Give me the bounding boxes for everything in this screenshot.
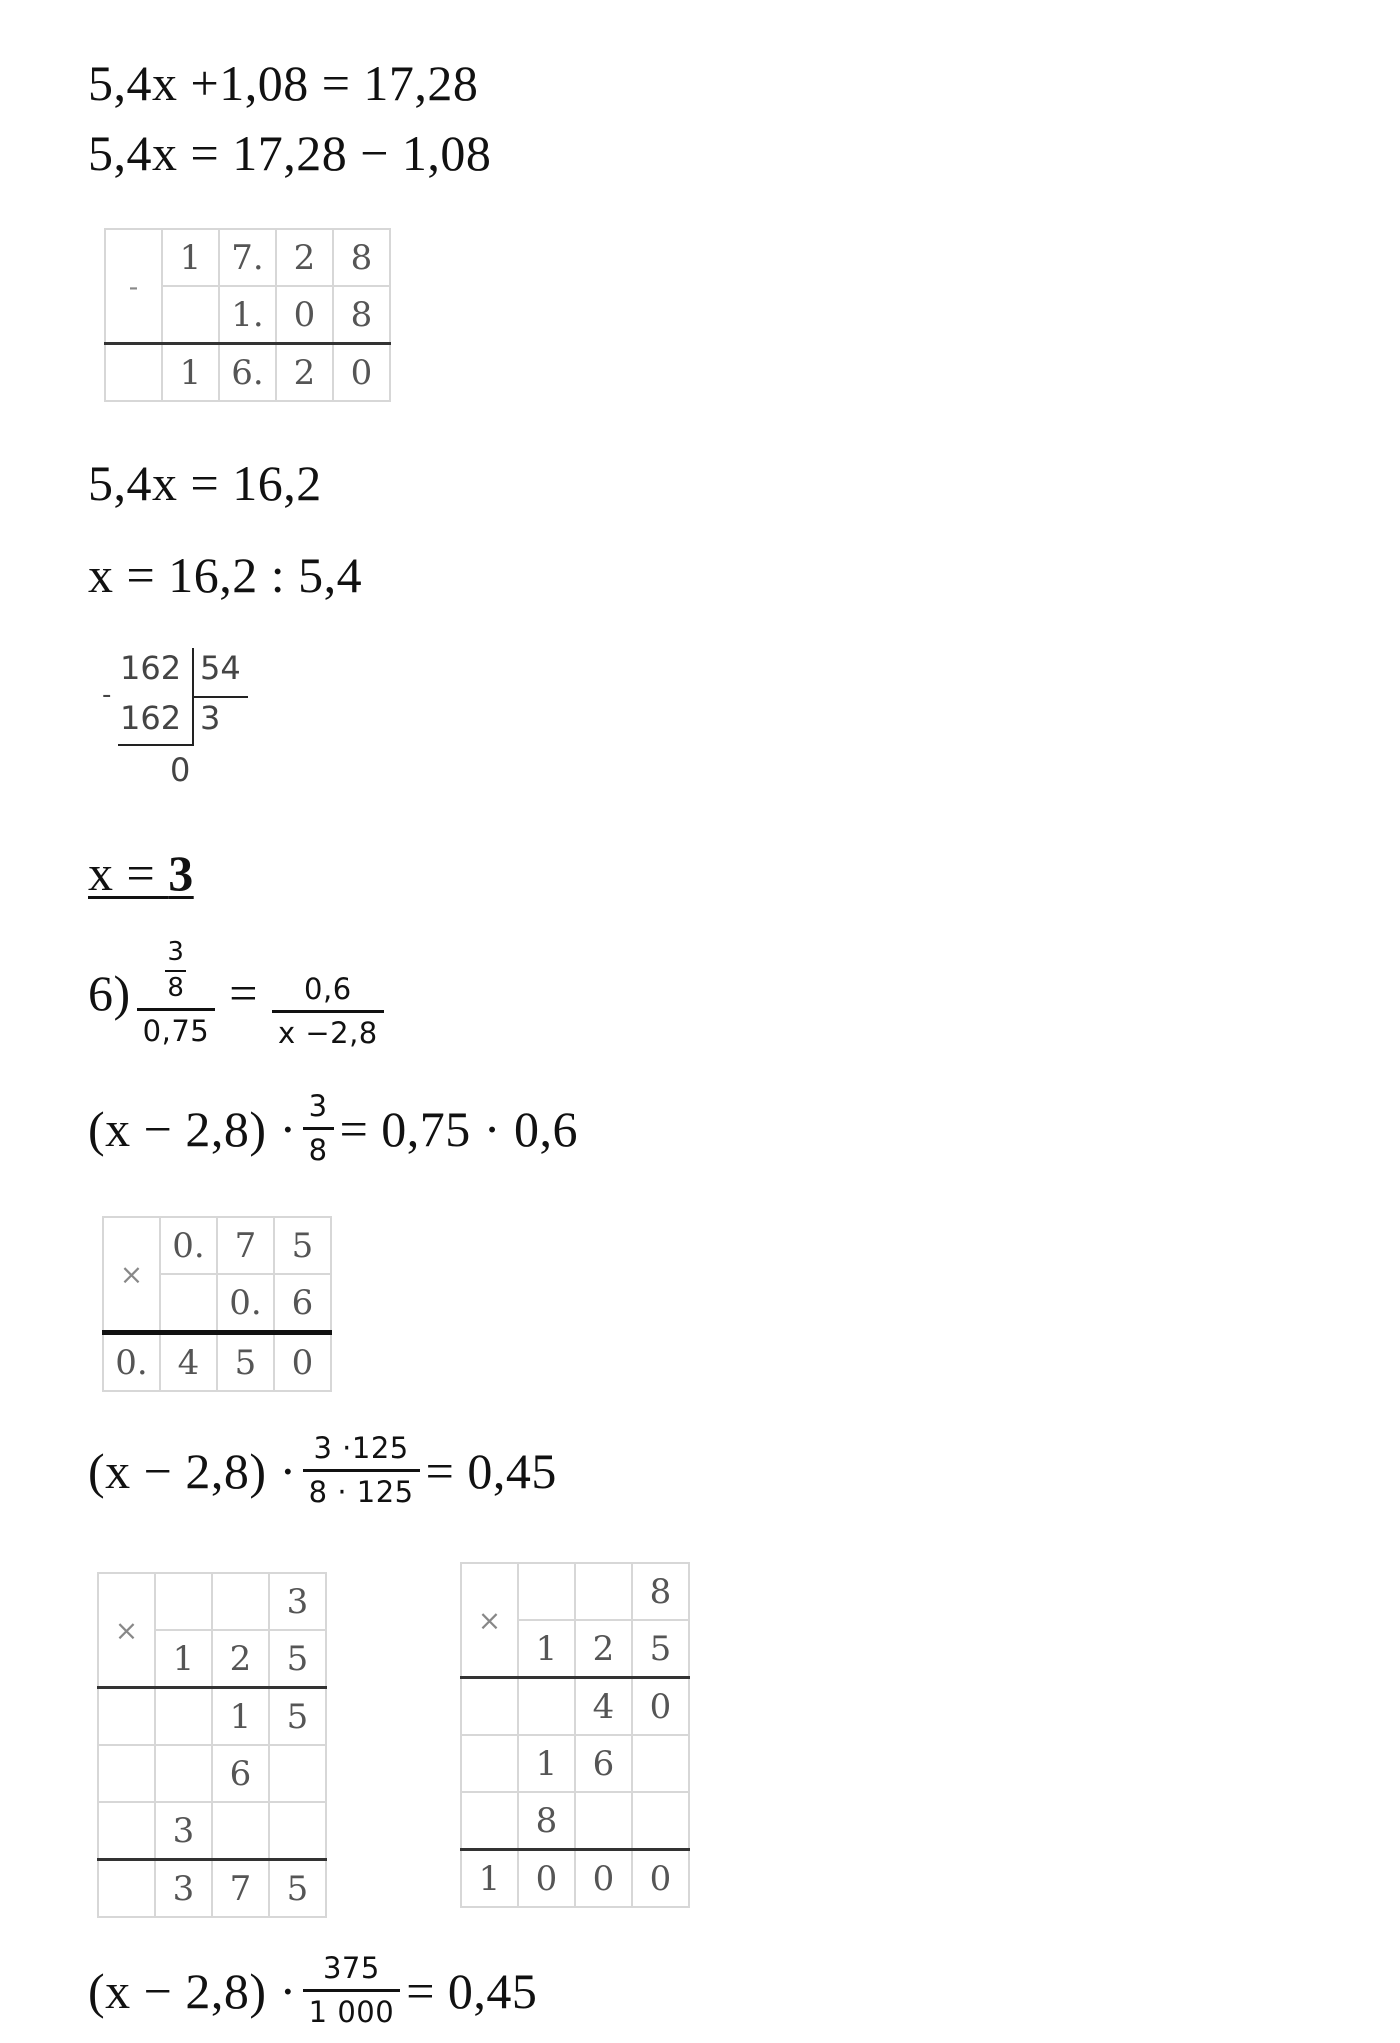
grid-cell: 0 bbox=[575, 1850, 632, 1908]
grid-cell: 1. bbox=[219, 286, 276, 344]
answer-line bbox=[88, 845, 194, 901]
division-divisor-line bbox=[194, 696, 248, 698]
grid-cell: 8 bbox=[632, 1563, 689, 1620]
grid-cell bbox=[98, 1745, 155, 1802]
grid-cell: 1 bbox=[155, 1630, 212, 1688]
equation-line-4: x = 16,2 : 5,4 bbox=[88, 547, 363, 603]
equation-line-3: 5,4x = 16,2 bbox=[88, 455, 322, 511]
grid-cell: 0. bbox=[160, 1217, 217, 1274]
answer-prefix: x = bbox=[88, 845, 169, 901]
fraction-denominator: 8 · 125 bbox=[308, 1475, 414, 1510]
grid-cell: 0 bbox=[518, 1850, 575, 1908]
grid-cell: 5 bbox=[269, 1630, 326, 1688]
grid-cell bbox=[461, 1678, 518, 1736]
equation-right: = 0,45 bbox=[406, 1962, 538, 2019]
fraction-denominator: 8 bbox=[308, 1133, 328, 1168]
equation-right: = 0,45 bbox=[425, 1442, 557, 1499]
grid-cell bbox=[575, 1563, 632, 1620]
multiplication-grid-3 bbox=[460, 1562, 690, 1908]
equation-line-2: 5,4x = 17,28 − 1,08 bbox=[88, 125, 492, 181]
equals-sign: = bbox=[229, 964, 258, 1021]
answer-value: 3 bbox=[168, 845, 194, 901]
fraction-bar bbox=[303, 1989, 401, 1992]
long-division bbox=[100, 648, 270, 798]
grid-cell bbox=[575, 1792, 632, 1850]
division-quotient: 3 bbox=[200, 699, 221, 737]
minus-sign: - bbox=[105, 229, 162, 344]
fraction bbox=[303, 1090, 334, 1168]
division-subtrahend: 162 bbox=[120, 699, 182, 737]
fraction-denominator: 0,75 bbox=[142, 1013, 210, 1048]
fraction-bar bbox=[303, 1469, 420, 1472]
division-dividend: 162 bbox=[120, 649, 182, 687]
grid-cell bbox=[105, 344, 162, 402]
grid-cell bbox=[98, 1860, 155, 1918]
division-remainder: 0 bbox=[170, 751, 191, 789]
grid-cell bbox=[632, 1735, 689, 1792]
grid-cell: 5 bbox=[217, 1333, 274, 1392]
grid-cell: 5 bbox=[269, 1860, 326, 1918]
grid-cell: 0. bbox=[217, 1274, 274, 1333]
equation-left: (x − 2,8) · bbox=[88, 1442, 297, 1499]
fraction-numerator: 0,6 bbox=[304, 972, 352, 1006]
grid-cell bbox=[155, 1745, 212, 1802]
grid-cell: 8 bbox=[333, 229, 390, 286]
grid-cell bbox=[98, 1688, 155, 1746]
grid-cell: 5 bbox=[274, 1217, 331, 1274]
equation-line-9 bbox=[88, 1952, 537, 2030]
grid-cell: 4 bbox=[160, 1333, 217, 1392]
grid-cell: 3 bbox=[155, 1860, 212, 1918]
fraction-bar bbox=[137, 1008, 216, 1011]
problem-6-proportion bbox=[88, 935, 390, 1051]
grid-cell: 0 bbox=[276, 286, 333, 344]
fraction-bar bbox=[272, 1010, 384, 1013]
grid-cell: 8 bbox=[333, 286, 390, 344]
equation-left: (x − 2,8) · bbox=[88, 1962, 297, 2019]
grid-cell bbox=[518, 1678, 575, 1736]
fraction bbox=[303, 1952, 401, 2030]
division-subtract-line bbox=[118, 744, 194, 746]
grid-cell bbox=[155, 1573, 212, 1630]
grid-cell: 7. bbox=[219, 229, 276, 286]
grid-cell: 2 bbox=[276, 229, 333, 286]
grid-cell: 0 bbox=[632, 1850, 689, 1908]
equation-line-8 bbox=[88, 1432, 557, 1510]
grid-cell bbox=[461, 1735, 518, 1792]
fraction-numerator: 3 bbox=[167, 936, 185, 967]
division-divisor: 54 bbox=[200, 649, 241, 687]
equation-right: = 0,75 · 0,6 bbox=[339, 1100, 578, 1157]
grid-cell bbox=[632, 1792, 689, 1850]
grid-cell: 5 bbox=[632, 1620, 689, 1678]
grid-cell: 7 bbox=[212, 1860, 269, 1918]
fraction-bar bbox=[165, 970, 186, 972]
grid-cell: 1 bbox=[162, 229, 219, 286]
grid-cell bbox=[269, 1745, 326, 1802]
grid-cell: 1 bbox=[461, 1850, 518, 1908]
grid-cell: 1 bbox=[518, 1620, 575, 1678]
times-sign: × bbox=[103, 1217, 160, 1333]
fraction-left bbox=[137, 938, 216, 1048]
fraction bbox=[303, 1432, 420, 1510]
grid-cell bbox=[461, 1792, 518, 1850]
grid-cell bbox=[212, 1802, 269, 1860]
fraction-right bbox=[272, 973, 384, 1051]
grid-cell bbox=[160, 1274, 217, 1333]
grid-cell: 6 bbox=[575, 1735, 632, 1792]
grid-cell: 6. bbox=[219, 344, 276, 402]
subtraction-grid bbox=[104, 228, 391, 402]
fraction-numerator: 3 bbox=[308, 1089, 328, 1123]
grid-cell: 1 bbox=[212, 1688, 269, 1746]
division-minus-sign: - bbox=[102, 680, 112, 710]
grid-cell bbox=[269, 1802, 326, 1860]
problem-number: 6) bbox=[88, 964, 131, 1021]
grid-cell: 1 bbox=[518, 1735, 575, 1792]
grid-cell: 3 bbox=[269, 1573, 326, 1630]
multiplication-grid-2 bbox=[97, 1572, 327, 1918]
grid-cell: 1 bbox=[162, 344, 219, 402]
grid-cell: 0 bbox=[274, 1333, 331, 1392]
grid-cell: 5 bbox=[269, 1688, 326, 1746]
grid-cell: 6 bbox=[212, 1745, 269, 1802]
grid-cell: 0 bbox=[632, 1678, 689, 1736]
grid-cell bbox=[162, 286, 219, 344]
grid-cell: 7 bbox=[217, 1217, 274, 1274]
grid-cell bbox=[518, 1563, 575, 1620]
grid-cell: 0 bbox=[333, 344, 390, 402]
grid-cell: 6 bbox=[274, 1274, 331, 1333]
fraction-denominator: 1 000 bbox=[308, 1995, 395, 2030]
grid-cell: 2 bbox=[212, 1630, 269, 1688]
grid-cell bbox=[155, 1688, 212, 1746]
equation-left: (x − 2,8) · bbox=[88, 1100, 297, 1157]
equation-line-7 bbox=[88, 1090, 578, 1168]
times-sign: × bbox=[98, 1573, 155, 1688]
grid-cell: 2 bbox=[276, 344, 333, 402]
grid-cell: 8 bbox=[518, 1792, 575, 1850]
fraction-numerator: 3 ·125 bbox=[313, 1431, 409, 1465]
grid-cell: 2 bbox=[575, 1620, 632, 1678]
equation-line-1: 5,4x +1,08 = 17,28 bbox=[88, 55, 479, 111]
grid-cell: 0. bbox=[103, 1333, 160, 1392]
fraction-nested bbox=[165, 938, 186, 1004]
fraction-denominator: x −2,8 bbox=[277, 1016, 378, 1051]
fraction-denominator: 8 bbox=[167, 972, 185, 1003]
fraction-numerator: 375 bbox=[322, 1951, 380, 1985]
fraction-bar bbox=[303, 1127, 334, 1130]
grid-cell: 3 bbox=[155, 1802, 212, 1860]
times-sign: × bbox=[461, 1563, 518, 1678]
grid-cell: 4 bbox=[575, 1678, 632, 1736]
grid-cell bbox=[98, 1802, 155, 1860]
multiplication-grid-1 bbox=[102, 1216, 332, 1392]
grid-cell bbox=[212, 1573, 269, 1630]
